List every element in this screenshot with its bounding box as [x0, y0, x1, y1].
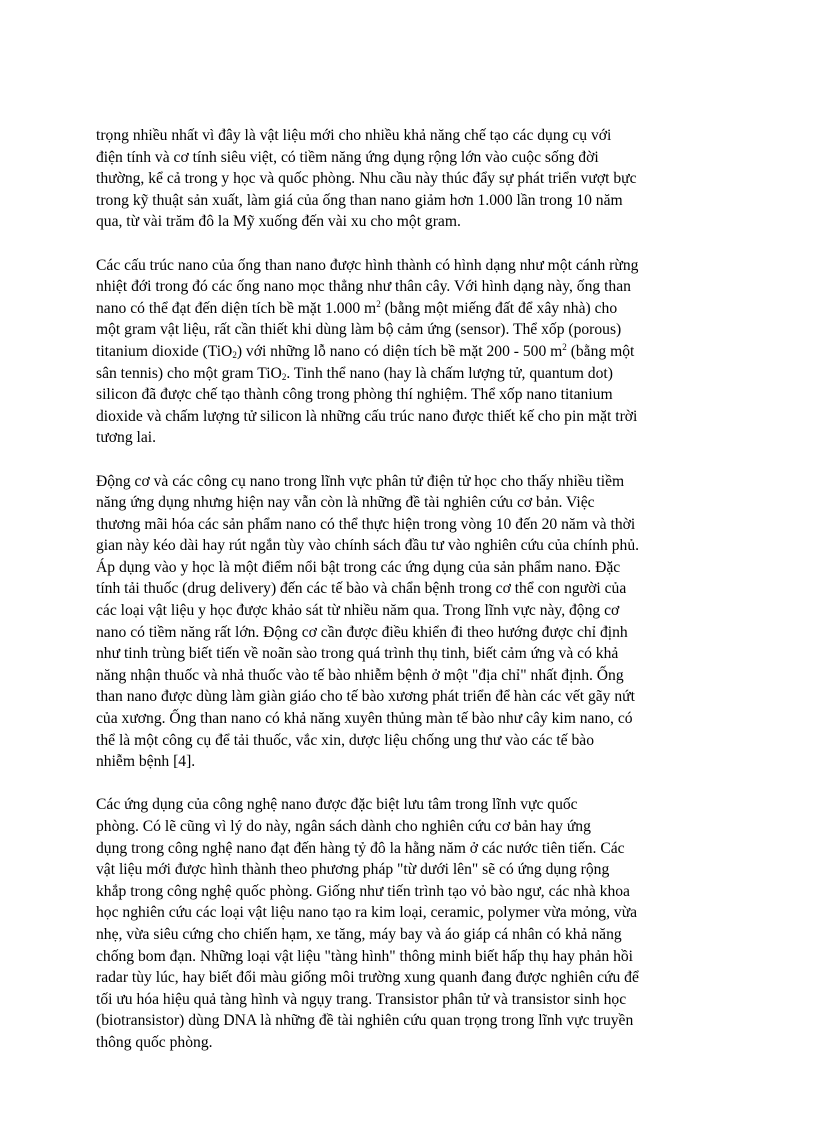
document-body — [96, 125, 726, 1054]
text-line: thương mãi hóa các sản phẩm nano có thể thực hiện trong vòng 10 đến 20 năm và thời — [96, 515, 636, 533]
text-line: than nano được dùng làm giàn giáo cho tế bào xương phát triển để hàn các vết gãy nứt — [96, 688, 635, 706]
text-line: năng nhận thuốc và nhả thuốc vào tế bào nhiễm bệnh ở một "địa chỉ" nhất định. Ống — [96, 666, 624, 684]
text-line: khắp trong công nghệ quốc phòng. Giống như tiến trình tạo vỏ bào ngư, các nhà khoa — [96, 882, 630, 900]
text-line: tương lai. — [96, 429, 157, 447]
paragraph — [96, 255, 726, 449]
text-line: thể là một công cụ để tải thuốc, vắc xin, dược liệu chống ung thư vào các tế bào — [96, 731, 595, 749]
text-line: silicon đã được chế tạo thành công trong phòng thí nghiệm. Thể xốp nano titanium — [96, 386, 613, 404]
text-line: điện tính và cơ tính siêu việt, có tiềm năng ứng dụng rộng lớn vào cuộc sống đời — [96, 148, 599, 166]
text-line: một gram vật liệu, rất cần thiết khi dùng làm bộ cảm ứng (sensor). Thể xốp (porous) — [96, 321, 622, 339]
text-line: dụng trong công nghệ nano đạt đến hàng tỷ đô la hằng năm ở các nước tiên tiến. Các — [96, 839, 625, 857]
text-segment: ) với những lỗ nano có diện tích bề mặt 200 - 500 m — [236, 342, 563, 360]
text-line: thông quốc phòng. — [96, 1033, 213, 1051]
text-line: Áp dụng vào y học là một điểm nổi bật trong các ứng dụng của sản phẩm nano. Đặc — [96, 558, 621, 576]
text-segment: (bằng một — [566, 342, 635, 360]
text-line: chống bom đạn. Những loại vật liệu "tàng hình" thông minh biết hấp thụ hay phản hồi — [96, 947, 633, 965]
text-line: thường, kể cả trong y học và quốc phòng. Nhu cầu này thúc đẩy sự phát triển vượt bực — [96, 170, 637, 188]
text-line — [96, 363, 726, 385]
text-line: Động cơ và các công cụ nano trong lĩnh vực phân tử điện tử học cho thấy nhiều tiềm — [96, 472, 625, 490]
text-line: dioxide và chấm lượng tử silicon là những cấu trúc nano được thiết kế cho pin mặt trời — [96, 407, 638, 425]
text-segment: . Tinh thể nano (hay là chấm lượng tử, quantum dot) — [286, 364, 613, 382]
text-line — [96, 298, 726, 320]
text-line: nhẹ, vừa siêu cứng cho chiến hạm, xe tăng, máy bay và áo giáp cá nhân có khả năng — [96, 925, 622, 943]
text-segment: titanium dioxide (TiO — [96, 342, 233, 360]
text-line: nano có tiềm năng rất lớn. Động cơ cần được điều khiển đi theo hướng được chỉ định — [96, 623, 628, 641]
text-line — [96, 341, 726, 363]
text-line: trong kỹ thuật sản xuất, làm giá của ống than nano giảm hơn 1.000 lần trong 10 năm — [96, 191, 623, 209]
text-line: nhiễm bệnh [4]. — [96, 753, 196, 771]
text-line: (biotransistor) dùng DNA là những đề tài nghiên cứu quan trọng trong lĩnh vực truyền — [96, 1012, 634, 1030]
text-line: trọng nhiều nhất vì đây là vật liệu mới cho nhiều khả năng chế tạo các dụng cụ với — [96, 127, 612, 144]
paragraph — [96, 125, 726, 233]
document-page — [96, 125, 726, 1075]
text-line: gian này kéo dài hay rút ngắn tùy vào chính sách đầu tư vào nghiên cứu của chính phủ. — [96, 537, 640, 555]
text-line: vật liệu mới được hình thành theo phương pháp "từ dưới lên" sẽ có ứng dụng rộng — [96, 861, 610, 879]
paragraph — [96, 794, 726, 1053]
text-line: Các ứng dụng của công nghệ nano được đặc biệt lưu tâm trong lĩnh vực quốc — [96, 796, 578, 814]
paragraph — [96, 471, 726, 773]
text-line: năng ứng dụng nhưng hiện nay vẫn còn là những đề tài nghiên cứu cơ bản. Việc — [96, 494, 595, 512]
text-line: các loại vật liệu y học được khảo sát từ nhiều năm qua. Trong lĩnh vực này, động cơ — [96, 602, 620, 620]
text-line: phòng. Có lẽ cũng vì lý do này, ngân sách dành cho nghiên cứu cơ bản hay ứng — [96, 818, 591, 835]
text-line: tối ưu hóa hiệu quả tàng hình và ngụy trang. Transistor phân tử và transistor sinh học — [96, 990, 627, 1008]
text-line: nhiệt đới trong đó các ống nano mọc thẳng như thân cây. Với hình dạng này, ống than — [96, 278, 631, 296]
superscript: 2 — [376, 298, 381, 309]
text-line: tính tải thuốc (drug delivery) đến các tế bào và chẩn bệnh trong cơ thể con người của — [96, 580, 627, 598]
superscript: 2 — [562, 341, 567, 352]
text-line: Các cấu trúc nano của ống than nano được hình thành có hình dạng như một cánh rừng — [96, 256, 639, 274]
text-segment: sân tennis) cho một gram TiO — [96, 364, 282, 382]
text-line: của xương. Ống than nano có khả năng xuyên thủng màn tế bào như cây kim nano, có — [96, 710, 633, 728]
text-segment: nano có thể đạt đến diện tích bề mặt 1.000 m — [96, 299, 377, 317]
text-line: radar tùy lúc, hay biết đổi màu giống môi trường xung quanh đang được nghiên cứu để — [96, 969, 639, 987]
text-line: như tinh trùng biết tiến về noãn sào trong quá trình thụ tinh, biết cảm ứng và có khả — [96, 645, 619, 663]
subscript: 2 — [281, 371, 287, 382]
text-line: học nghiên cứu các loại vật liệu nano tạo ra kim loại, ceramic, polymer vừa mỏng, vừa — [96, 904, 638, 922]
text-line: qua, từ vài trăm đô la Mỹ xuống đến vài xu cho một gram. — [96, 213, 461, 231]
subscript: 2 — [232, 349, 237, 360]
text-segment: (bằng một miếng đất để xây nhà) cho — [380, 299, 618, 317]
